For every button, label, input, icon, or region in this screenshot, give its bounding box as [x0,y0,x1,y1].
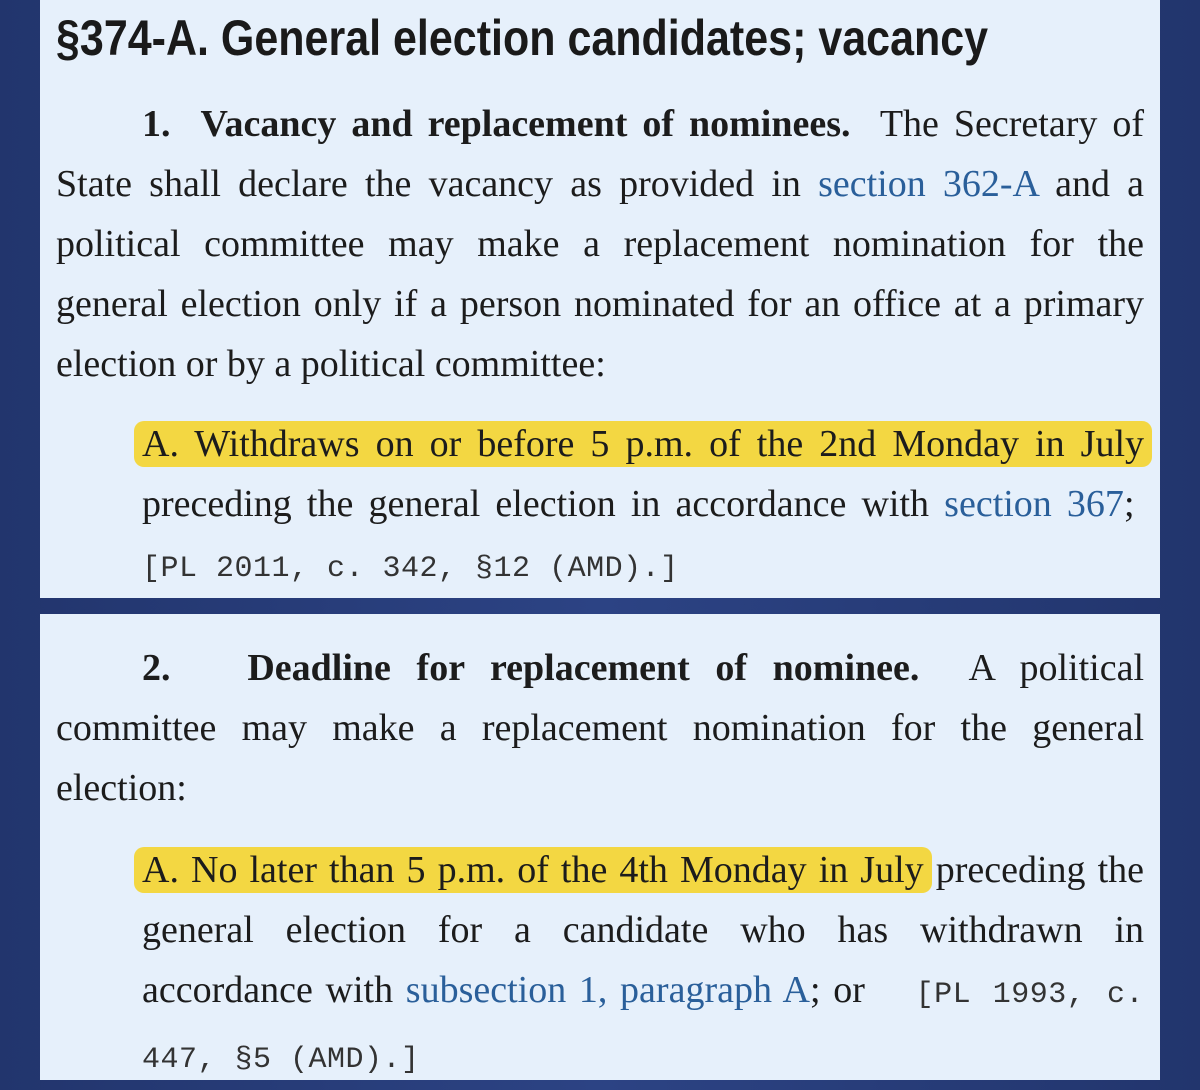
subsection-1-heading: Vacancy and replacement of nominees. [200,103,851,145]
subsection-1-paragraph-a [142,414,1144,599]
section-367-link[interactable]: section 367 [944,483,1124,525]
section-362-a-link[interactable]: section 362-A [818,163,1038,205]
highlighted-withdrawal-deadline: A. Withdraws on or before 5 p.m. of the 2nd Monday in July [134,421,1152,467]
subsection-2-text: A political committee may make a replacement nomination for the general election: [56,647,1144,809]
paragraph-a-text-before-link-2: preceding the general election for a candidate who has withdrawn in accordance with [142,849,1145,1011]
citation-pl-2011: [PL 2011, c. 342, §12 (AMD).] [142,552,679,586]
highlighted-replacement-deadline: A. No later than 5 p.m. of the 4th Monday in July [134,847,932,893]
paragraph-a-text-before-link: preceding the general election in accordance with [142,483,930,525]
subsection-2-number: 2. [142,647,171,689]
statute-panel-bottom [40,614,1160,1080]
subsection-2-paragraph [56,638,1144,818]
paragraph-a-text-after-link-2: ; or [810,969,865,1011]
subsection-1-paragraph [56,94,1144,394]
subsection-1-number: 1. [142,103,171,145]
paragraph-a-punct: ; [1123,483,1135,525]
subsection-1-text-after-link: and a political committee may make a replacement nomination for the general election only if a person nominated for an office at a primary election or by a political committee: [56,163,1145,385]
subsection-1-paragraph-a-link[interactable]: subsection 1, paragraph A [405,969,810,1011]
subsection-2-paragraph-a [142,840,1144,1090]
citation-pl-1993: [PL 1993, c. 447, §5 (AMD).] [142,978,1144,1077]
statute-panel-top [40,0,1160,598]
section-title: §374-A. General election candidates; vacancy [56,10,989,66]
subsection-2-heading: Deadline for replacement of nominee. [247,647,920,689]
subsection-1-text-before-link: The Secretary of State shall declare the vacancy as provided in [56,103,1144,205]
